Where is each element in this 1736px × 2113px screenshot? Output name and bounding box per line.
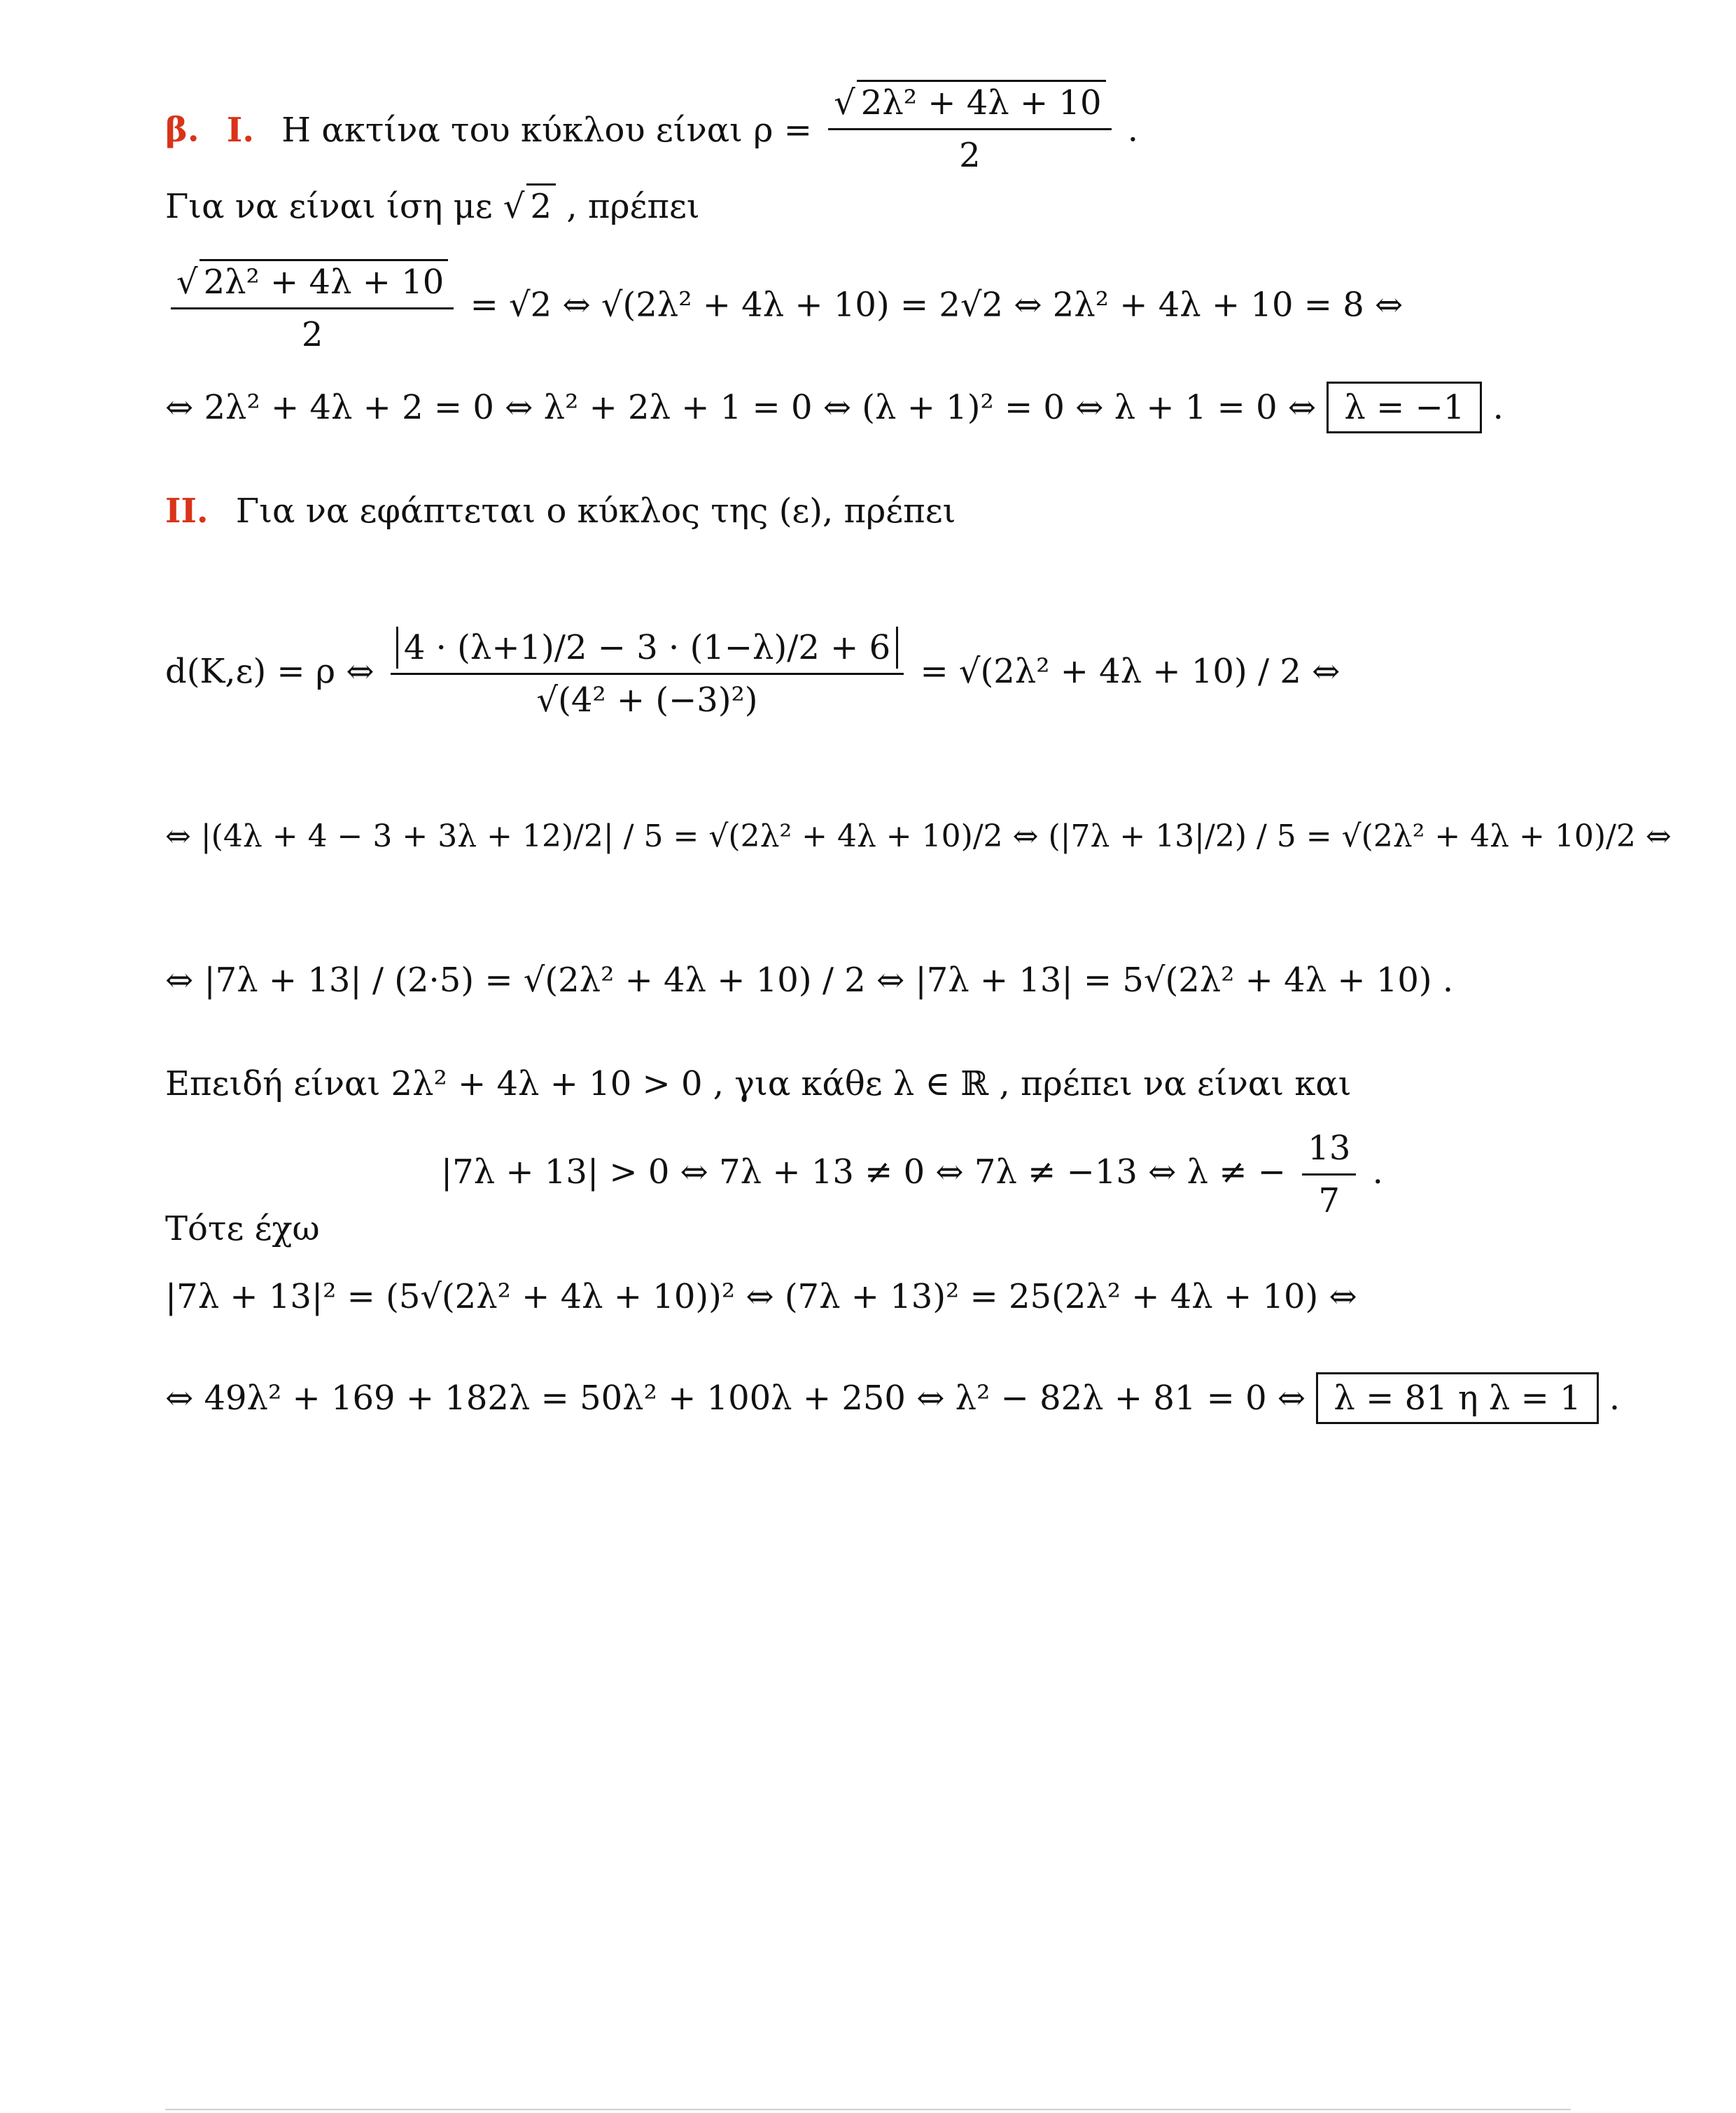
radius-fraction: $\frac{\text{√ 2λ² + 4λ + 10}}{2}$ [828, 80, 1111, 176]
part-b-line2: Για να είναι ίση με √ 2 , πρέπει [165, 183, 700, 228]
since-line [165, 1063, 1352, 1105]
eq1-rest: = √2 ⇔ √(2λ² + 4λ + 10) = 2√2 ⇔ 2λ² + 4λ + 10 = 8 ⇔ [470, 285, 1404, 325]
then-line [165, 1208, 320, 1250]
then-text: Τότε έχω [165, 1209, 320, 1248]
abs-equation-row [165, 959, 1453, 1001]
condition-numerator: 13 [1302, 1127, 1356, 1176]
squared-line [165, 1276, 1357, 1318]
distance-abs-expression: 4 · (λ+1)/2 − 3 · (1−λ)/2 + 6 [396, 627, 898, 669]
condition-text: |7λ + 13| > 0 ⇔ 7λ + 13 ≠ 0 ⇔ 7λ ≠ −13 ⇔ λ ≠ − [441, 1152, 1287, 1192]
part-ii-heading [165, 490, 955, 532]
part-b-sub-label: Ι. [226, 110, 255, 150]
equal-condition-text: Για να είναι ίση με [165, 187, 493, 226]
simplification-text: ⇔ |(4λ + 4 − 3 + 3λ + 12)/2| / 5 = √(2λ² + 4λ + 10)/2 ⇔ (|7λ + 13|/2) / 5 = √(2λ² + 4λ + 10)/2 ⇔ [165, 818, 1672, 854]
part-b-line1 [165, 84, 1138, 181]
condition-denominator: 7 [1318, 1181, 1340, 1220]
condition-line: |7λ + 13| > 0 ⇔ 7λ + 13 ≠ 0 ⇔ 7λ ≠ −13 ⇔ λ ≠ − $\frac{13}{7}$ . [441, 1129, 1383, 1220]
final-text: ⇔ 49λ² + 169 + 182λ = 50λ² + 100λ + 250 ⇔ λ² − 82λ + 81 = 0 ⇔ [165, 1379, 1306, 1418]
condition-end: , πρέπει [566, 187, 700, 226]
radius-statement: Η ακτίνα του κύκλου είναι ρ = [281, 110, 812, 150]
radius-denominator: 2 [959, 136, 981, 175]
footer-rule [165, 2109, 1571, 2110]
part-ii-label: ΙΙ. [165, 491, 209, 531]
distance-denominator: √(4² + (−3)²) [536, 681, 758, 720]
equation-2: ⇔ 2λ² + 4λ + 2 = 0 ⇔ λ² + 2λ + 1 = 0 ⇔ (λ + 1)² = 0 ⇔ λ + 1 = 0 ⇔ λ = −1 . [165, 382, 1504, 433]
squared-text: |7λ + 13|² = (5√(2λ² + 4λ + 10))² ⇔ (7λ + 13)² = 25(2λ² + 4λ + 10) ⇔ [165, 1277, 1357, 1316]
abs-equation-text: ⇔ |7λ + 13| / (2·5) = √(2λ² + 4λ + 10) / 2 ⇔ |7λ + 13| = 5√(2λ² + 4λ + 10) . [165, 961, 1454, 1000]
eq2-result-box: λ = −1 [1326, 382, 1482, 433]
eq1-numerator: 2λ² + 4λ + 10 [200, 259, 449, 303]
distance-equation [165, 627, 1340, 721]
radius-numerator: 2λ² + 4λ + 10 [857, 80, 1106, 124]
since-text: Επειδή είναι 2λ² + 4λ + 10 > 0 , για κάθε λ ∈ ℝ , πρέπει να είναι και [165, 1064, 1352, 1103]
part-ii-text: Για να εφάπτεται ο κύκλος της (ε), πρέπει [235, 491, 956, 531]
condition-fraction [1302, 1127, 1356, 1222]
eq2-text: ⇔ 2λ² + 4λ + 2 = 0 ⇔ λ² + 2λ + 1 = 0 ⇔ (λ + 1)² = 0 ⇔ λ + 1 = 0 ⇔ [165, 388, 1317, 427]
final-result-box: λ = 81 η λ = 1 [1316, 1372, 1598, 1424]
sqrt-two: 2 [526, 183, 556, 228]
final-line: ⇔ 49λ² + 169 + 182λ = 50λ² + 100λ + 250 ⇔ λ² − 82λ + 81 = 0 ⇔ λ = 81 η λ = 1 . [165, 1372, 1620, 1424]
distance-fraction [391, 627, 904, 721]
eq1-denominator: 2 [301, 315, 323, 354]
distance-lhs: d(Κ,ε) = ρ ⇔ [165, 652, 374, 691]
distance-rhs: = √(2λ² + 4λ + 10) / 2 ⇔ [920, 652, 1340, 691]
period: . [1127, 110, 1139, 150]
simplification-row [165, 816, 1672, 858]
part-b-label: β. [165, 110, 200, 150]
equation-1 [165, 259, 1403, 356]
eq1-fraction: $\frac{\text{√ 2λ² + 4λ + 10}}{2}$ [171, 259, 454, 356]
